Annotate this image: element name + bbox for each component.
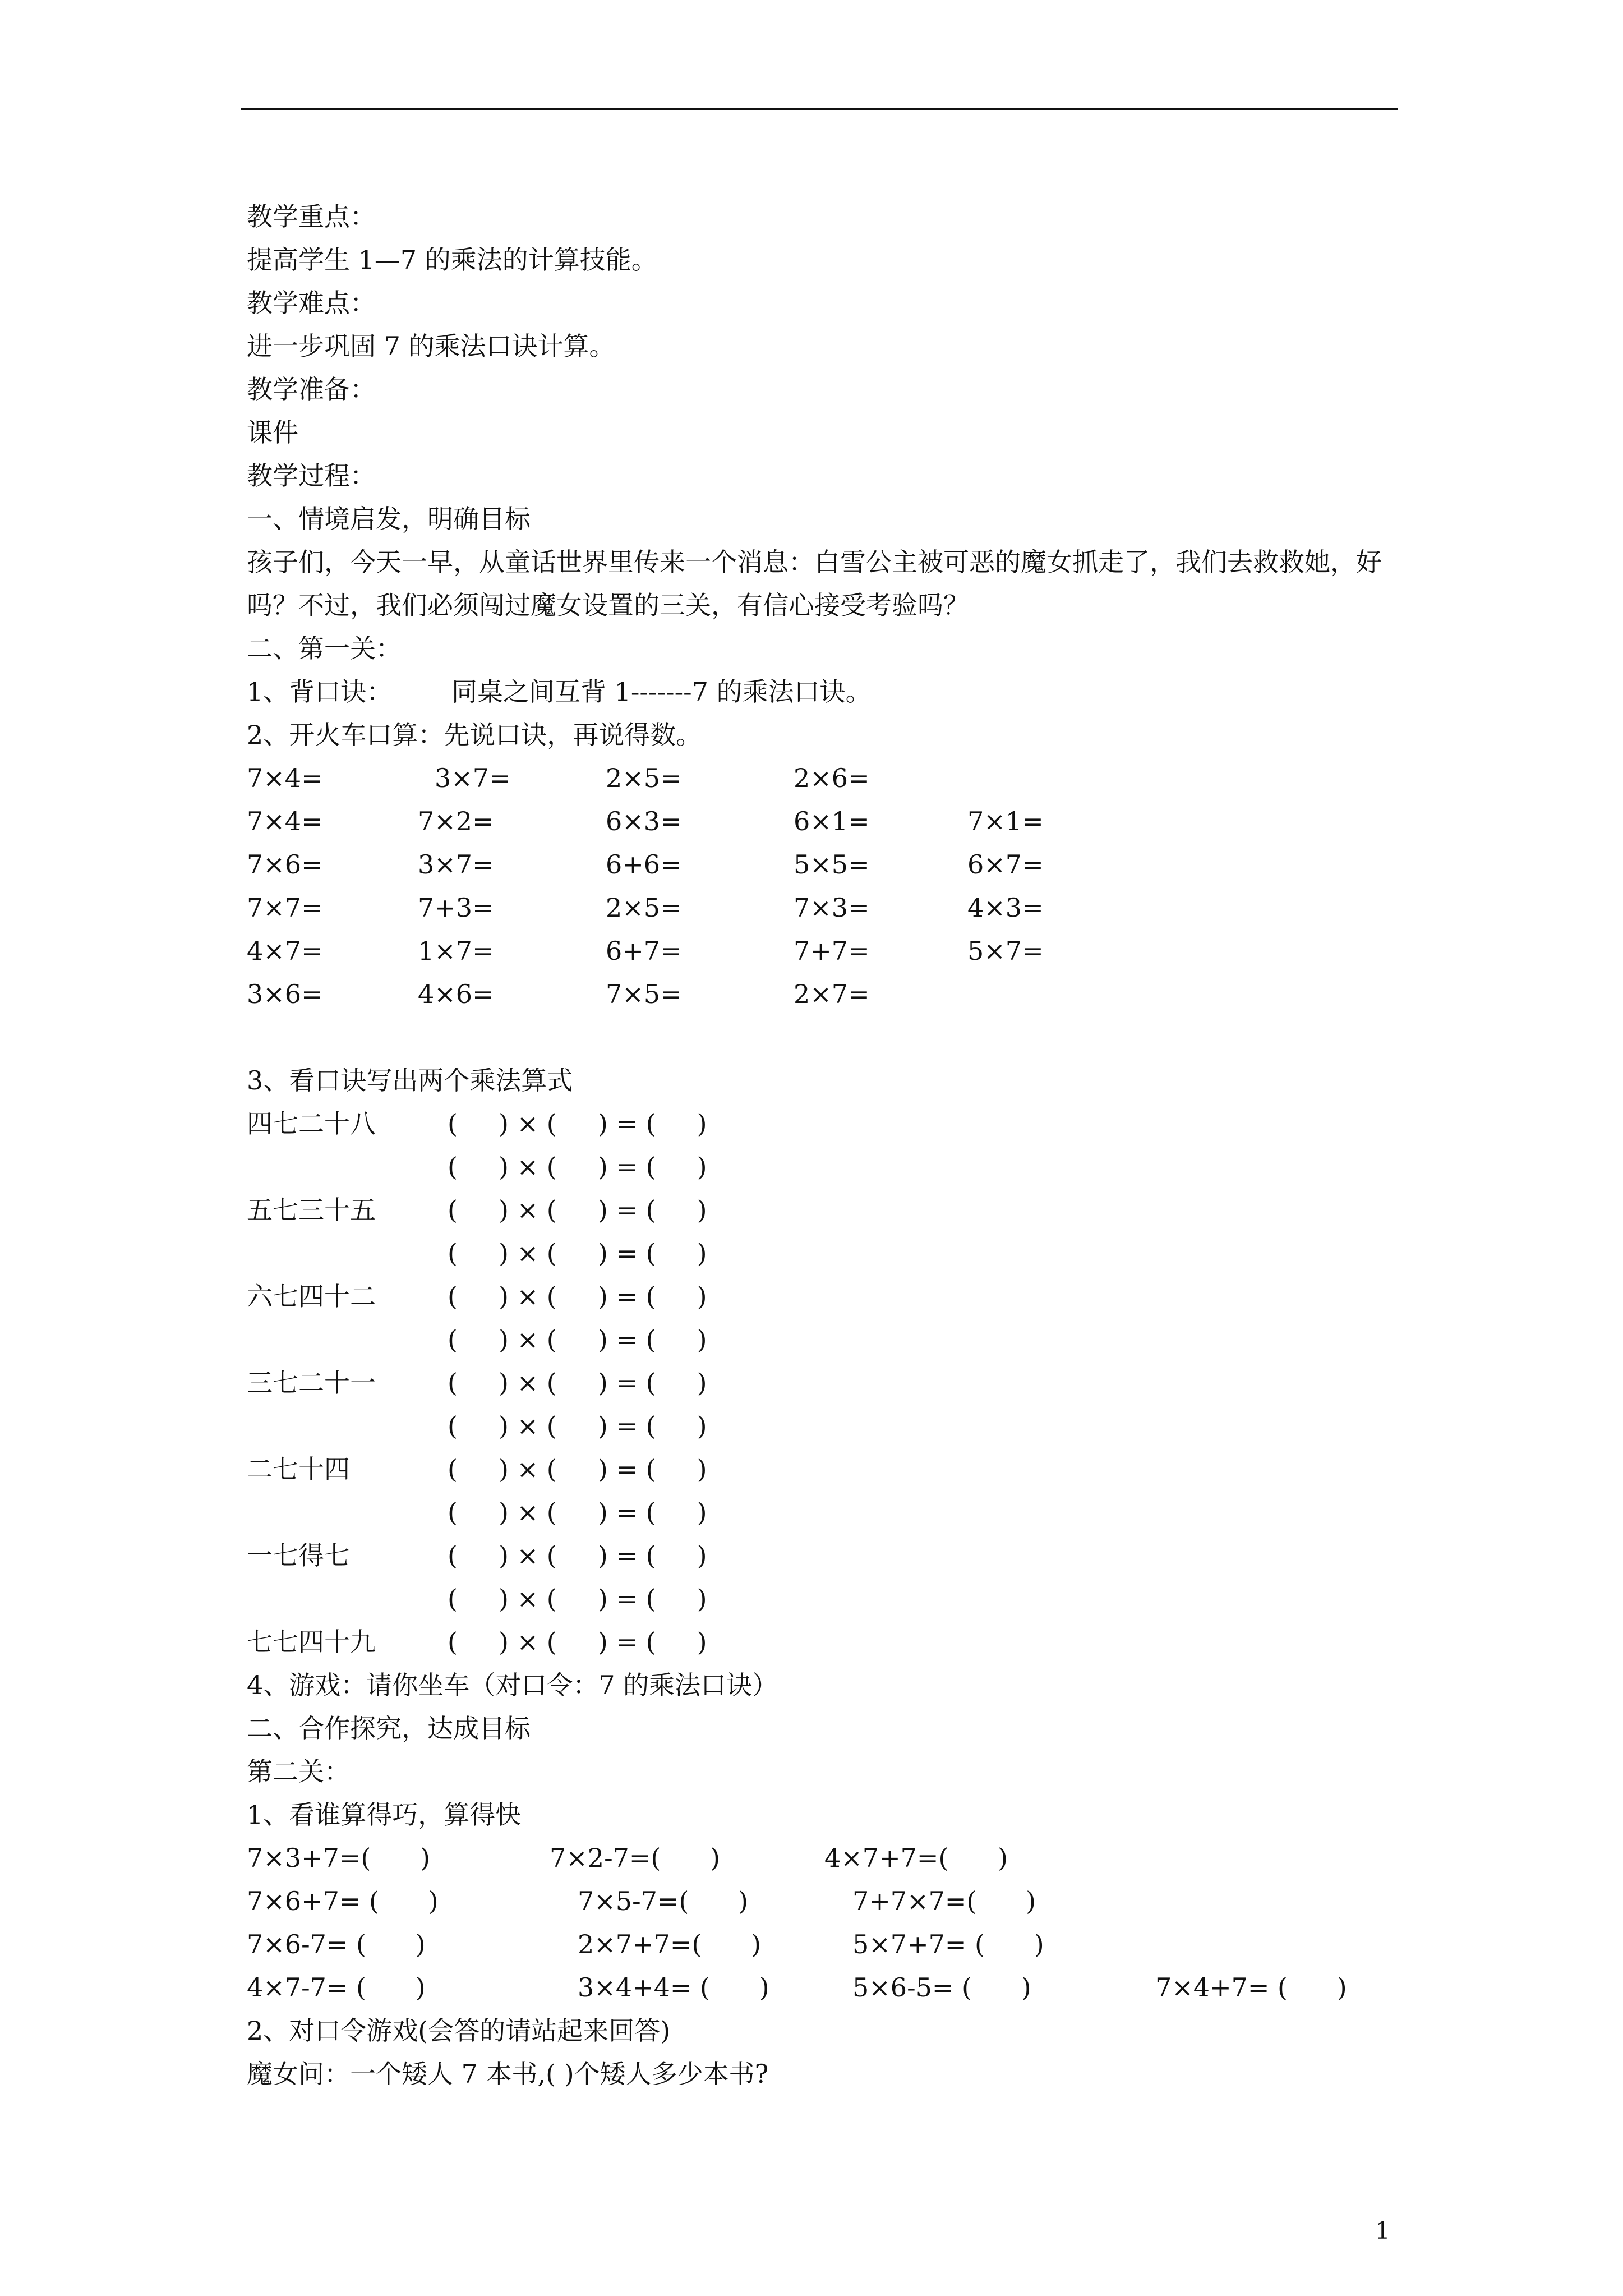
oral-expression: 3×7= (435, 763, 511, 793)
oral-expression: 5×7= (967, 936, 1044, 966)
rhyme-row (247, 1318, 1413, 1361)
focus-text: 提高学生 1—7 的乘法的计算技能。 (247, 245, 657, 275)
quick-calc-grid (247, 1837, 1413, 2009)
rhyme-formula-list (247, 1102, 1413, 1664)
quick-row (247, 1837, 1413, 1880)
blank-formula: ( ) × ( ) = ( ) (448, 1454, 707, 1484)
prep-text: 课件 (247, 417, 298, 448)
rhyme-label: 四七二十八 (247, 1108, 376, 1139)
item-recite-label: 1、背口诀： (247, 677, 393, 707)
quick-row (247, 1966, 1413, 2009)
oral-expression: 6+6= (606, 849, 682, 880)
oral-expression: 3×6= (247, 979, 323, 1009)
rhyme-label: 二七十四 (247, 1454, 350, 1484)
oral-expression: 7×4= (247, 763, 323, 793)
item-rhymes: 3、看口诀写出两个乘法算式 (247, 1065, 573, 1096)
blank-formula: ( ) × ( ) = ( ) (448, 1584, 707, 1614)
rhyme-row (247, 1577, 1413, 1621)
header-rule (241, 108, 1398, 110)
oral-row (247, 930, 1413, 973)
oral-expression: 6×3= (606, 806, 682, 836)
oral-expression: 4×3= (967, 892, 1044, 923)
oral-expression: 2×7= (794, 979, 870, 1009)
level-2-title: 第二关： (247, 1756, 350, 1787)
quick-row (247, 1923, 1413, 1966)
oral-expression: 7×4= (247, 806, 323, 836)
heading-prep: 教学准备： (247, 374, 376, 404)
oral-expression: 3×7= (418, 849, 494, 880)
oral-expression: 7×5= (606, 979, 682, 1009)
quick-expression: 5×6-5= ( ) (852, 1972, 1031, 2003)
rhyme-row (247, 1232, 1413, 1275)
rhyme-row (247, 1275, 1413, 1318)
rhyme-label: 七七四十九 (247, 1627, 376, 1657)
blank-formula: ( ) × ( ) = ( ) (448, 1368, 707, 1398)
oral-expression: 7×2= (418, 806, 494, 836)
quick-expression: 7×4+7= ( ) (1155, 1972, 1347, 2003)
oral-row (247, 800, 1413, 843)
quick-expression: 7×6-7= ( ) (247, 1929, 426, 1959)
quick-expression: 2×7+7=( ) (578, 1929, 762, 1959)
item-game: 4、游戏：请你坐车（对口令：7 的乘法口诀） (247, 1670, 778, 1700)
oral-expression: 6×1= (794, 806, 870, 836)
rhyme-row (247, 1491, 1413, 1534)
heading-difficulty: 教学难点： (247, 288, 376, 318)
rhyme-row (247, 1405, 1413, 1448)
rhyme-label: 三七二十一 (247, 1368, 376, 1398)
heading-process: 教学过程： (247, 461, 376, 491)
blank-formula: ( ) × ( ) = ( ) (448, 1152, 707, 1182)
oral-expression: 7×7= (247, 892, 323, 923)
oral-calc-grid (247, 757, 1413, 1016)
oral-expression: 7×6= (247, 849, 323, 880)
heading-focus: 教学重点： (247, 201, 376, 232)
oral-expression: 6×7= (967, 849, 1044, 880)
oral-expression: 2×5= (606, 892, 682, 923)
blank-formula: ( ) × ( ) = ( ) (448, 1195, 707, 1225)
rhyme-row (247, 1448, 1413, 1491)
oral-row (247, 843, 1413, 886)
blank-formula: ( ) × ( ) = ( ) (448, 1238, 707, 1268)
blank-formula: ( ) × ( ) = ( ) (448, 1324, 707, 1355)
blank-formula: ( ) × ( ) = ( ) (448, 1411, 707, 1441)
story-paragraph: 孩子们，今天一早，从童话世界里传来一个消息：白雪公主被可恶的魔女抓走了，我们去救救她，好吗？不过，我们必须闯过魔女设置的三关，有信心接受考验吗？ (247, 547, 1382, 620)
item-recite-text: 同桌之间互背 1-------7 的乘法口诀。 (451, 677, 872, 707)
rhyme-row (247, 1145, 1413, 1189)
witch-question: 魔女问：一个矮人 7 本书,( )个矮人多少本书? (247, 2059, 769, 2089)
oral-row (247, 757, 1413, 800)
quick-expression: 7×6+7= ( ) (247, 1886, 439, 1916)
oral-expression: 7×3= (794, 892, 870, 923)
oral-expression: 2×6= (794, 763, 870, 793)
oral-expression: 7+7= (794, 936, 870, 966)
oral-expression: 4×7= (247, 936, 323, 966)
quick-expression: 3×4+4= ( ) (578, 1972, 769, 2003)
page-number: 1 (1375, 2217, 1390, 2244)
rhyme-label: 五七三十五 (247, 1195, 376, 1225)
quick-expression: 7×3+7=( ) (247, 1843, 431, 1873)
blank-formula: ( ) × ( ) = ( ) (448, 1540, 707, 1571)
oral-expression: 7+3= (418, 892, 494, 923)
oral-expression: 7×1= (967, 806, 1044, 836)
oral-row (247, 886, 1413, 930)
oral-expression: 4×6= (418, 979, 494, 1009)
quick-expression: 5×7+7= ( ) (852, 1929, 1044, 1959)
section-3-title: 二、合作探究，达成目标 (247, 1713, 531, 1743)
section-2-title: 二、第一关： (247, 633, 402, 664)
difficulty-text: 进一步巩固 7 的乘法口诀计算。 (247, 331, 615, 361)
quick-expression: 7+7×7=( ) (852, 1886, 1036, 1916)
blank-formula: ( ) × ( ) = ( ) (448, 1627, 707, 1657)
blank-formula: ( ) × ( ) = ( ) (448, 1497, 707, 1527)
oral-expression: 6+7= (606, 936, 682, 966)
rhyme-label: 六七四十二 (247, 1281, 376, 1312)
section-1-title: 一、情境启发，明确目标 (247, 504, 531, 534)
rhyme-row (247, 1534, 1413, 1577)
rhyme-row (247, 1621, 1413, 1664)
quick-expression: 7×2-7=( ) (550, 1843, 721, 1873)
document-body (247, 195, 1413, 2096)
rhyme-row (247, 1102, 1413, 1145)
oral-expression: 5×5= (794, 849, 870, 880)
oral-row (247, 973, 1413, 1016)
oral-expression: 1×7= (418, 936, 494, 966)
quick-expression: 4×7-7= ( ) (247, 1972, 426, 2003)
quick-expression: 4×7+7=( ) (824, 1843, 1008, 1873)
item-pair-game: 2、对口令游戏(会答的请站起来回答) (247, 2016, 671, 2046)
item-quick: 1、看谁算得巧，算得快 (247, 1800, 522, 1830)
oral-expression: 2×5= (606, 763, 682, 793)
rhyme-row (247, 1189, 1413, 1232)
quick-row (247, 1880, 1413, 1923)
spacer (247, 1016, 1413, 1059)
rhyme-row (247, 1361, 1413, 1405)
rhyme-label: 一七得七 (247, 1540, 350, 1571)
quick-expression: 7×5-7=( ) (578, 1886, 749, 1916)
blank-formula: ( ) × ( ) = ( ) (448, 1281, 707, 1312)
item-recite (247, 670, 1413, 714)
blank-formula: ( ) × ( ) = ( ) (448, 1108, 707, 1139)
item-train: 2、开火车口算：先说口诀，再说得数。 (247, 720, 702, 750)
